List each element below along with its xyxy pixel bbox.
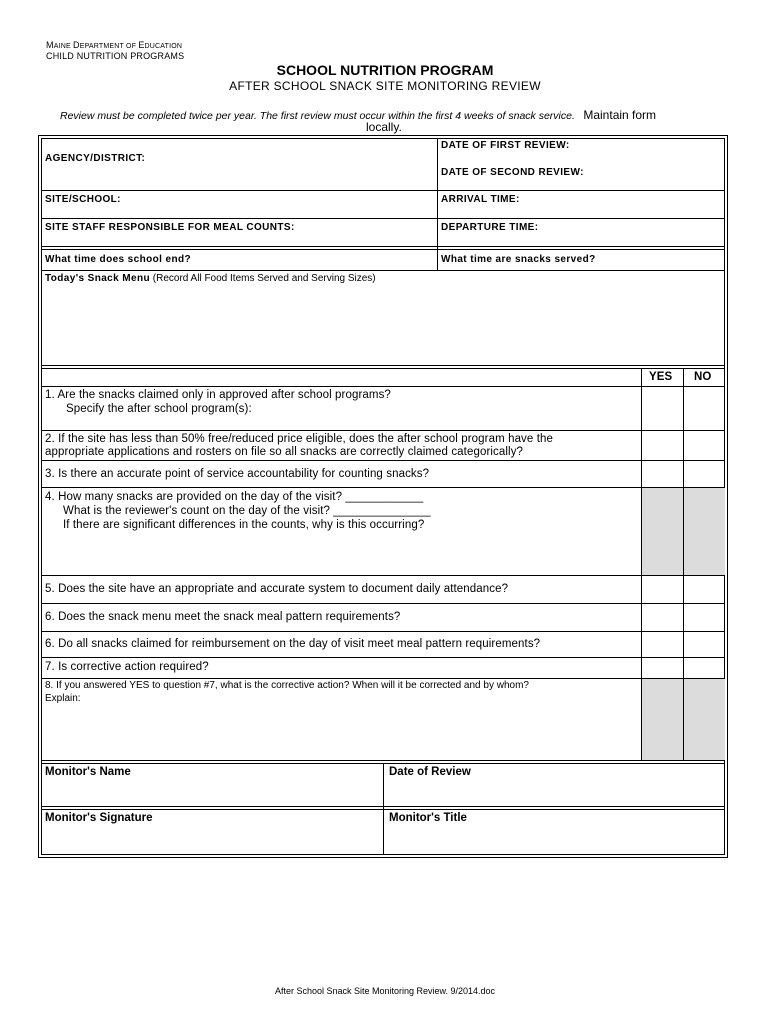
instruction-line xyxy=(60,106,656,124)
instruction-tail: Maintain form xyxy=(583,108,657,122)
question-8: 8. If you answered YES to question #7, what is the corrective action? When will it be corrected and by whom? xyxy=(45,680,529,691)
monitor-signature-label: Monitor's Signature xyxy=(45,812,153,824)
first-review-label: DATE OF FIRST REVIEW: xyxy=(441,140,570,151)
question-7: 7. Is corrective action required? xyxy=(45,661,209,673)
yes-header: YES xyxy=(649,371,673,383)
site-school-label: SITE/SCHOOL: xyxy=(45,194,121,205)
monitor-title-label: Monitor's Title xyxy=(389,812,467,824)
question-6b: 6. Do all snacks claimed for reimbursement on the day of visit meet meal pattern requirements? xyxy=(45,638,541,650)
no-header: NO xyxy=(694,371,712,383)
question-1: 1. Are the snacks claimed only in approved after school programs? xyxy=(45,389,391,401)
date-of-review-label: Date of Review xyxy=(389,766,471,778)
arrival-time-label: ARRIVAL TIME: xyxy=(441,194,520,205)
program-line: CHILD NUTRITION PROGRAMS xyxy=(46,51,185,61)
staff-responsible-label: SITE STAFF RESPONSIBLE FOR MEAL COUNTS: xyxy=(45,222,295,233)
question-2: 2. If the site has less than 50% free/reduced price eligible, does the after school program have the xyxy=(45,433,553,445)
page-subtitle: AFTER SCHOOL SNACK SITE MONITORING REVIEW xyxy=(229,79,541,93)
school-end-label: What time does school end? xyxy=(45,254,191,265)
department-name: MAINE DEPARTMENT OF EDUCATION xyxy=(46,40,183,50)
question-1-specify: Specify the after school program(s): xyxy=(66,403,252,415)
question-4: 4. How many snacks are provided on the day of the visit? ____________ xyxy=(45,491,424,503)
page-footer: After School Snack Site Monitoring Review. 9/2014.doc xyxy=(274,986,496,996)
monitor-name-label: Monitor's Name xyxy=(45,766,131,778)
question-5: 5. Does the site have an appropriate and accurate system to document daily attendance? xyxy=(45,583,509,595)
page-title: SCHOOL NUTRITION PROGRAM xyxy=(276,62,494,78)
departure-time-label: DEPARTURE TIME: xyxy=(441,222,539,233)
question-6a: 6. Does the snack menu meet the snack meal pattern requirements? xyxy=(45,611,401,623)
snacks-served-label: What time are snacks served? xyxy=(441,254,596,265)
instruction-tail-2: locally. xyxy=(366,120,402,134)
snack-menu-label: Today's Snack Menu (Record All Food Items Served and Serving Sizes) xyxy=(45,273,376,284)
question-8-explain: Explain: xyxy=(45,693,81,704)
question-4-reviewer: What is the reviewer's count on the day of the visit? _______________ xyxy=(63,505,431,517)
question-2-cont: appropriate applications and rosters on file so all snacks are correctly claimed categorically? xyxy=(45,446,524,458)
second-review-label: DATE OF SECOND REVIEW: xyxy=(441,167,584,178)
question-3: 3. Is there an accurate point of service accountability for counting snacks? xyxy=(45,468,430,480)
question-4-diff: If there are significant differences in the counts, why is this occurring? xyxy=(63,519,425,531)
agency-district-label: AGENCY/DISTRICT: xyxy=(45,153,146,164)
instruction-italic: Review must be completed twice per year. The first review must occur within the first 4 weeks of snack service. xyxy=(60,110,575,122)
